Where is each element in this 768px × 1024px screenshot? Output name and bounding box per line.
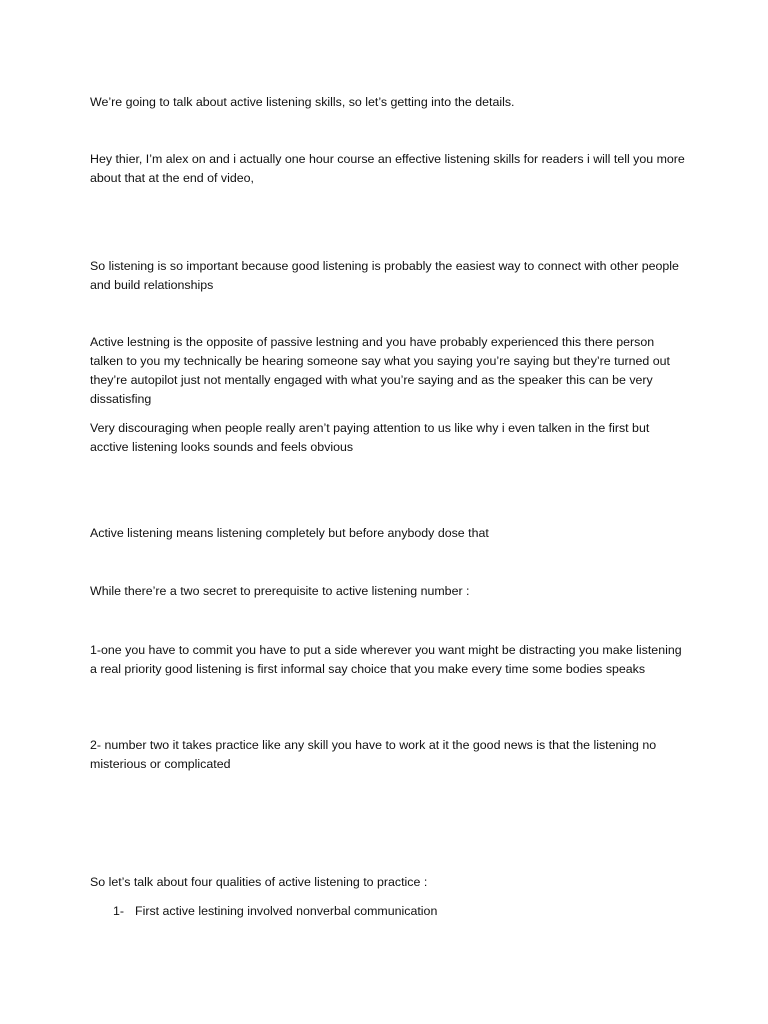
list-item-text: First active lestining involved nonverbal communication: [135, 904, 438, 918]
list-item: [113, 902, 673, 921]
paragraph-importance: So listening is so important because good listening is probably the easiest way to connect with other people and build relationships: [90, 259, 679, 292]
paragraph-practice: 2- number two it takes practice like any skill you have to work at it the good news is that the listening no misterious or complicated: [90, 738, 657, 771]
paragraph-definition: Active listening means listening completely but before anybody dose that: [90, 526, 489, 540]
paragraph-intro: We’re going to talk about active listening skills, so let’s getting into the details.: [90, 95, 515, 109]
paragraph-passive-listening: Active lestning is the opposite of passive lestning and you have probably experienced this there person talken to you my technically be hearing someone say what you saying you’re saying but they’re turned out they’re autopilot just not mentally engaged with what you’re saying and as the speaker this can be very dissatisfing: [90, 335, 670, 406]
paragraph-prerequisites: While there’re a two secret to prerequisite to active listening number :: [90, 584, 470, 598]
paragraph-qualities: So let’s talk about four qualities of active listening to practice :: [90, 875, 428, 889]
paragraph-commit: 1-one you have to commit you have to put a side wherever you want might be distracting you make listening a real priority good listening is first informal say choice that you make every time some bodies speaks: [90, 643, 682, 676]
list-marker: 1-: [113, 904, 125, 918]
paragraph-greeting: Hey thier, I’m alex on and i actually one hour course an effective listening skills for readers i will tell you more about that at the end of video,: [90, 152, 685, 185]
paragraph-discouraging: Very discouraging when people really aren’t paying attention to us like why i even talken in the first but acctive listening looks sounds and feels obvious: [90, 421, 650, 454]
